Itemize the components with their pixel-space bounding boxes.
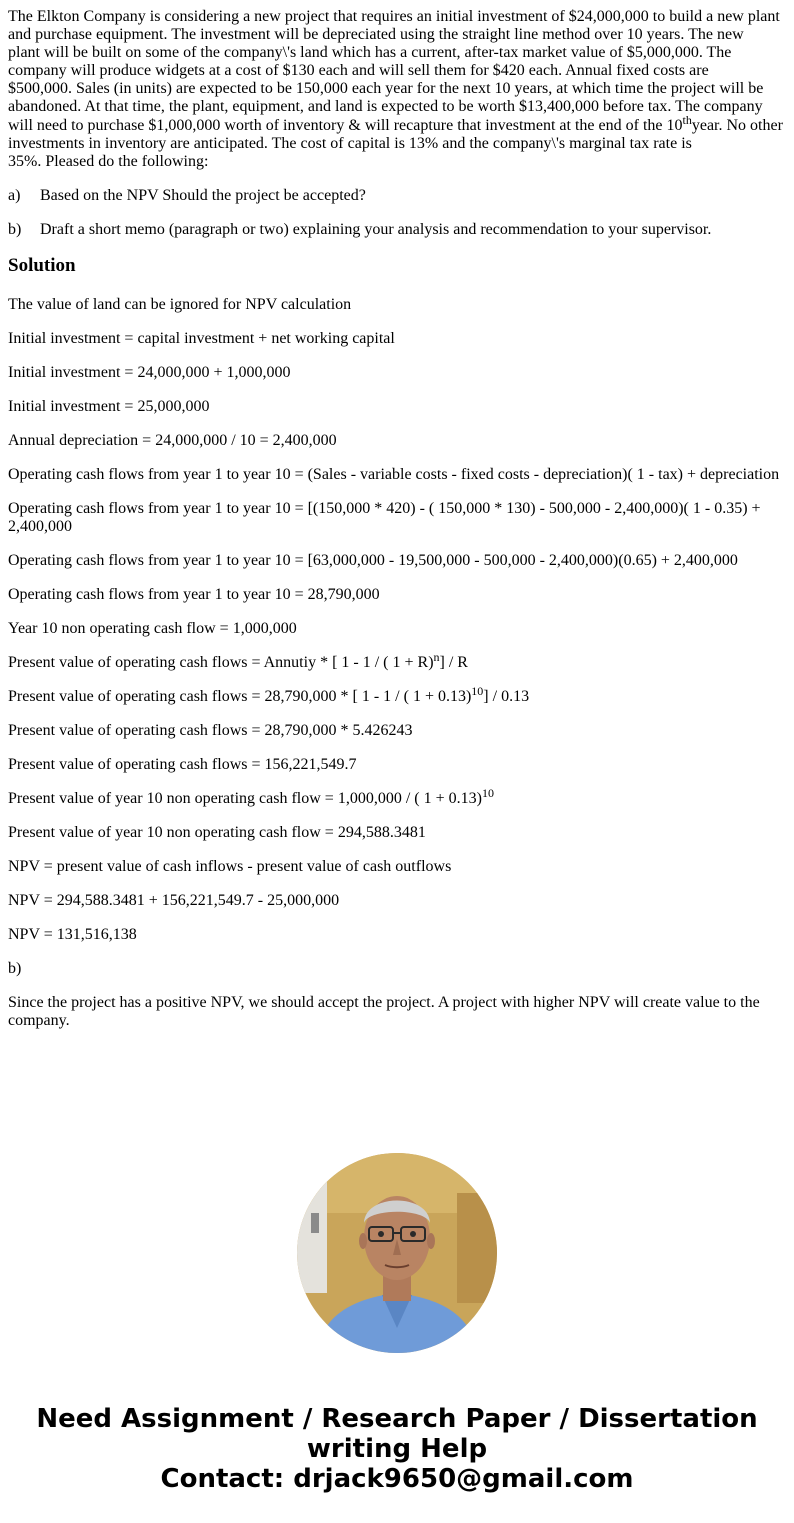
- solution-step: NPV = 131,516,138: [8, 926, 137, 943]
- option-text: Based on the NPV Should the project be accepted?: [40, 187, 366, 204]
- solution-step: Operating cash flows from year 1 to year 10 = [63,000,000 - 19,500,000 - 500,000 - 2,400,000)(0.65) + 2,400,000: [8, 552, 738, 569]
- solution-step-pv-nonop: Present value of year 10 non operating cash flow = 1,000,000 / ( 1 + 0.13)$^{10}$: [8, 786, 494, 807]
- solution-step-pv-formula: Present value of operating cash flows = Annutiy * [ 1 - 1 / ( 1 + R)$^n$] / R: [8, 650, 468, 671]
- solution-step: Operating cash flows from year 1 to year 10 = 28,790,000: [8, 586, 380, 603]
- solution-step-pv-calc: Present value of operating cash flows = 28,790,000 * [ 1 - 1 / ( 1 + 0.13)$^{10}$] / 0.13: [8, 684, 530, 705]
- solution-step: Annual depreciation = 24,000,000 / 10 = 2,400,000: [8, 432, 337, 449]
- solution-step: NPV = present value of cash inflows - present value of cash outflows: [8, 858, 452, 875]
- author-avatar: [297, 1153, 497, 1353]
- option-label: b): [8, 221, 22, 238]
- question-line: The Elkton Company is considering a new project that requires an initial investment of $24,000,000 to build a new plant: [8, 8, 780, 25]
- solution-step: The value of land can be ignored for NPV calculation: [8, 296, 352, 313]
- document-body: [8, 8, 786, 1046]
- solution-step: Operating cash flows from year 1 to year 10 = (Sales - variable costs - fixed costs - depreciation)( 1 - tax) + depreciation: [8, 466, 780, 483]
- promo-line: writing Help: [306, 1434, 488, 1464]
- solution-step: Present value of year 10 non operating cash flow = 294,588.3481: [8, 824, 426, 841]
- solution-step: Operating cash flows from year 1 to year 10 = [(150,000 * 420) - ( 150,000 * 130) - 500,000 - 2,400,000)( 1 - 0.35) + 2,400,000: [8, 500, 761, 535]
- solution-step: b): [8, 960, 22, 977]
- solution-step: Initial investment = capital investment + net working capital: [8, 330, 395, 347]
- solution-step: Present value of operating cash flows = 156,221,549.7: [8, 756, 357, 773]
- option-label: a): [8, 187, 21, 204]
- memo-paragraph: Since the project has a positive NPV, we should accept the project. A project with higher NPV will create value to the company.: [8, 994, 760, 1029]
- question-line: plant will be built on some of the company\'s land which has a current, after-tax market value of $5,000,000. The: [8, 44, 732, 61]
- question-line: investments in inventory are anticipated. The cost of capital is 13% and the company\'s marginal tax rate is: [8, 135, 692, 152]
- solution-step: NPV = 294,588.3481 + 156,221,549.7 - 25,000,000: [8, 892, 340, 909]
- question-line: abandoned. At that time, the plant, equipment, and land is expected to be worth $13,400,000 before tax. The company: [8, 98, 763, 115]
- question-line: company will produce widgets at a cost of $130 each and will sell them for $420 each. Annual fixed costs are: [8, 62, 709, 79]
- solution-step: Initial investment = 25,000,000: [8, 398, 210, 415]
- question-line: will need to purchase $1,000,000 worth of inventory & will recapture that investment at the end of the 10thyear. No other: [8, 113, 783, 134]
- question-option-a: [8, 187, 786, 205]
- promo-line: Need Assignment / Research Paper / Dissertation: [36, 1404, 758, 1434]
- question-line: $500,000. Sales (in units) are expected to be 150,000 each year for the next 10 years, at which time the project will be: [8, 80, 764, 97]
- question-line: 35%. Pleased do the following:: [8, 153, 209, 170]
- promo-contact: Contact: drjack9650@gmail.com: [160, 1464, 634, 1494]
- solution-heading: Solution: [8, 255, 76, 276]
- question-text: [8, 8, 786, 171]
- question-line: and purchase equipment. The investment will be depreciated using the straight line method over 10 years. The new: [8, 26, 744, 43]
- promo-banner: [0, 1404, 794, 1494]
- question-option-b: [8, 221, 786, 239]
- author-portrait-image: [297, 1153, 497, 1353]
- option-text: Draft a short memo (paragraph or two) explaining your analysis and recommendation to your supervisor.: [40, 221, 712, 238]
- solution-step: Initial investment = 24,000,000 + 1,000,000: [8, 364, 291, 381]
- solution-step: Present value of operating cash flows = 28,790,000 * 5.426243: [8, 722, 413, 739]
- solution-step: Year 10 non operating cash flow = 1,000,000: [8, 620, 297, 637]
